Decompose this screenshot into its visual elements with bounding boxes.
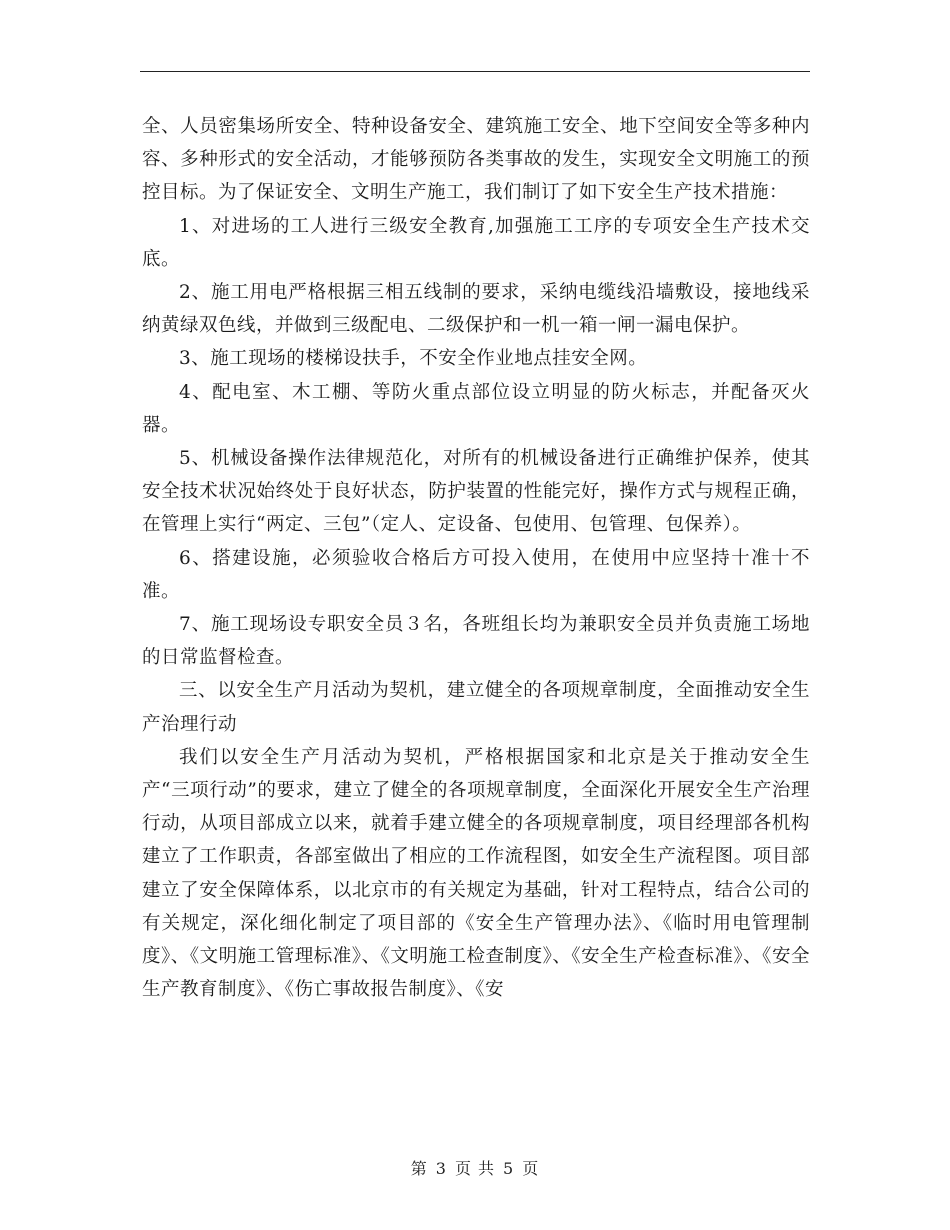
section-heading: 三、以安全生产月活动为契机，建立健全的各项规章制度，全面推动安全生产治理行动 (142, 680, 810, 735)
header-rule (140, 71, 810, 72)
footer-suffix: 页 (522, 1159, 540, 1178)
paragraph: 4、配电室、木工棚、等防火重点部位设立明显的防火标志，并配备灭火器。 (142, 381, 810, 436)
paragraph: 我们以安全生产月活动为契机，严格根据国家和北京是关于推动安全生产“三项行动”的要求，建立了健全的各项规章制度，全面深化开展安全生产治理行动，从项目部成立以来，就着手建立健全的各项规章制度，项目经理部各机构建立了工作职责，各部室做出了相应的工作流程图，如安全生产流程图。项目部建立了安全保障体系，以北京市的有关规定为基础，针对工程特点，结合公司的有关规定，深化细化制定了项目部的《安全生产管理办法》、《临时用电管理制度》、《文明施工管理标准》、《文明施工检查制度》、《安全生产检查标准》、《安全生产教育制度》、《伤亡事故报告制度》、《安 (142, 746, 810, 1001)
paragraph: 2、施工用电严格根据三相五线制的要求，采纳电缆线沿墙敷设，接地线采纳黄绿双色线，并做到三级配电、二级保护和一机一箱一闸一漏电保护。 (142, 282, 810, 337)
page-number: 3 (435, 1159, 447, 1178)
page-footer (0, 1156, 950, 1179)
paragraph: 3、施工现场的楼梯设扶手，不安全作业地点挂安全网。 (179, 348, 648, 370)
document-body (142, 110, 810, 1006)
paragraph: 7、施工现场设专职安全员３名，各班组长均为兼职安全员并负责施工场地的日常监督检查。 (142, 614, 810, 669)
paragraph: 5、机械设备操作法律规范化，对所有的机械设备进行正确维护保养，使其安全技术状况始终处于良好状态，防护装置的性能完好，操作方式与规程正确，在管理上实行“两定、三包”（定人、定设备、包使用、包管理、包保养）。 (142, 448, 810, 536)
footer-mid: 页 共 (454, 1159, 496, 1178)
footer-prefix: 第 (410, 1159, 428, 1178)
page-total: 5 (503, 1159, 515, 1178)
paragraph: 6、搭建设施，必须验收合格后方可投入使用，在使用中应坚持十准十不准。 (142, 547, 810, 602)
paragraph: 全、人员密集场所安全、特种设备安全、建筑施工安全、地下空间安全等多种内容、多种形式的安全活动，才能够预防各类事故的发生，实现安全文明施工的预控目标。为了保证安全、文明生产施工，我们制订了如下安全生产技术措施： (142, 116, 810, 204)
paragraph: 1、对进场的工人进行三级安全教育,加强施工工序的专项安全生产技术交底。 (142, 215, 810, 270)
